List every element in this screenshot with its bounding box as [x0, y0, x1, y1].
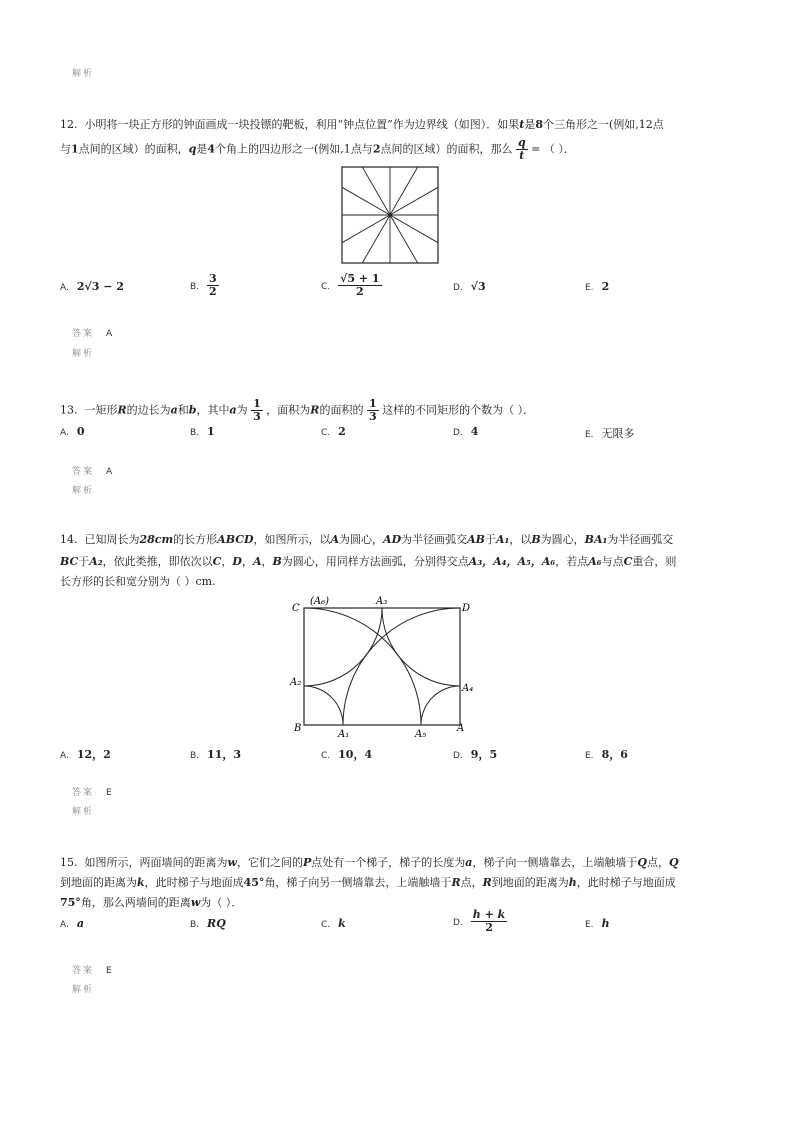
label-A3: A₃ — [376, 596, 388, 607]
q12-dartboard-figure — [341, 166, 441, 266]
q12-line-1: 12. 小明将一块正方形的钟面画成一块投镖的靶板，利用“钟点位置”作为边界线（如图）．如果t是8个三角形之一(例如,12点 — [60, 118, 664, 131]
q14-option-c[interactable]: C. 10，4 — [321, 748, 373, 761]
label-C: C — [292, 603, 300, 614]
q13-analysis: 解析 — [72, 486, 95, 496]
q12-option-b[interactable]: B. $\frac{3}{2}$ — [190, 272, 217, 298]
q12-option-d[interactable]: D. √3 — [453, 280, 486, 293]
label-A1: A₁ — [338, 729, 350, 740]
q14-line-2: BC于A₂，依此类推，即依次以C，D，A，B为圆心，用同样方法画弧，分别得交点A₃，A₄，A₅，A₆，若点A₆与点C重合，则 — [60, 555, 677, 568]
q12-option-e[interactable]: E. 2 — [585, 280, 610, 293]
q12-option-a[interactable]: A. 2√3 − 2 — [60, 280, 124, 293]
q12-fraction: $\frac{q}{t}$ — [517, 136, 526, 162]
q12-answer: 答案 A — [72, 329, 113, 339]
q14-analysis: 解析 — [72, 807, 95, 817]
q15-line-2: 到地面的距离为k，此时梯子与地面成45°角，梯子向另一侧墙靠去，上端触墙于R点，R到地面的距离为h，此时梯子与地面成 — [60, 876, 676, 889]
q14-option-d[interactable]: D. 9，5 — [453, 748, 498, 761]
q15-line-1: 15. 如图所示，两面墙间的距离为w，它们之间的P点处有一个梯子，梯子的长度为a，梯子向一侧墙靠去，上端触墙于Q点，Q — [60, 856, 679, 869]
label-A2: A₂ — [290, 677, 302, 688]
q15-option-c[interactable]: C. k — [321, 917, 346, 930]
q15-option-b[interactable]: B. RQ — [190, 917, 226, 930]
q13-option-d[interactable]: D. 4 — [453, 425, 479, 438]
q13-stem: 13. 一矩形R的边长为a和b，其中a为 $\frac{1}{3}$ ，面积为R的面积的 $\frac{1}{3}$ 这样的不同矩形的个数为（ ）． — [60, 397, 535, 423]
q14-line-1: 14. 已知周长为28cm的长方形ABCD，如图所示，以A为圆心，AD为半径画弧交AB于A₁，以B为圆心，BA₁为半径画弧交 — [60, 533, 674, 546]
q15-option-d[interactable]: D. $\frac{h + k}{2}$ — [453, 908, 506, 934]
q15-option-a[interactable]: A. a — [60, 917, 84, 930]
q15-analysis: 解析 — [72, 985, 95, 995]
analysis-label: 解析 — [72, 69, 95, 79]
q14-rectangle-arcs-figure — [286, 594, 486, 740]
label-A4: A₄ — [462, 683, 474, 694]
q14-line-3: 长方形的长和宽分别为（ ）cm. — [60, 575, 216, 588]
q12-option-c[interactable]: C. $\frac{√5 + 1}{2}$ — [321, 272, 380, 298]
q13-option-c[interactable]: C. 2 — [321, 425, 346, 438]
q12-analysis: 解析 — [72, 349, 95, 359]
q14-option-b[interactable]: B. 11，3 — [190, 748, 242, 761]
label-A5: A₅ — [415, 729, 427, 740]
q13-option-a[interactable]: A. 0 — [60, 425, 85, 438]
q15-answer: 答案 E — [72, 966, 112, 976]
label-D: D — [462, 603, 471, 614]
q15-line-3: 75°角，那么两墙间的距离w为（ ）． — [60, 896, 243, 909]
label-A: A — [457, 723, 465, 734]
label-A6: (A₆) — [310, 596, 330, 607]
label-B: B — [294, 723, 302, 734]
q12-line-2: 与1点间的区域）的面积，q是4个角上的四边形之一(例如,1点与2点间的区域）的面积，那么 $\frac{q}{t}$ = （ ）． — [60, 136, 575, 162]
q13-answer: 答案 A — [72, 467, 113, 477]
q14-option-e[interactable]: E. 8，6 — [585, 748, 628, 761]
q14-answer: 答案 E — [72, 788, 112, 798]
q14-option-a[interactable]: A. 12，2 — [60, 748, 111, 761]
q15-option-e[interactable]: E. h — [585, 917, 610, 930]
q13-option-b[interactable]: B. 1 — [190, 425, 215, 438]
q13-option-e[interactable]: E. 无限多 — [585, 427, 635, 440]
